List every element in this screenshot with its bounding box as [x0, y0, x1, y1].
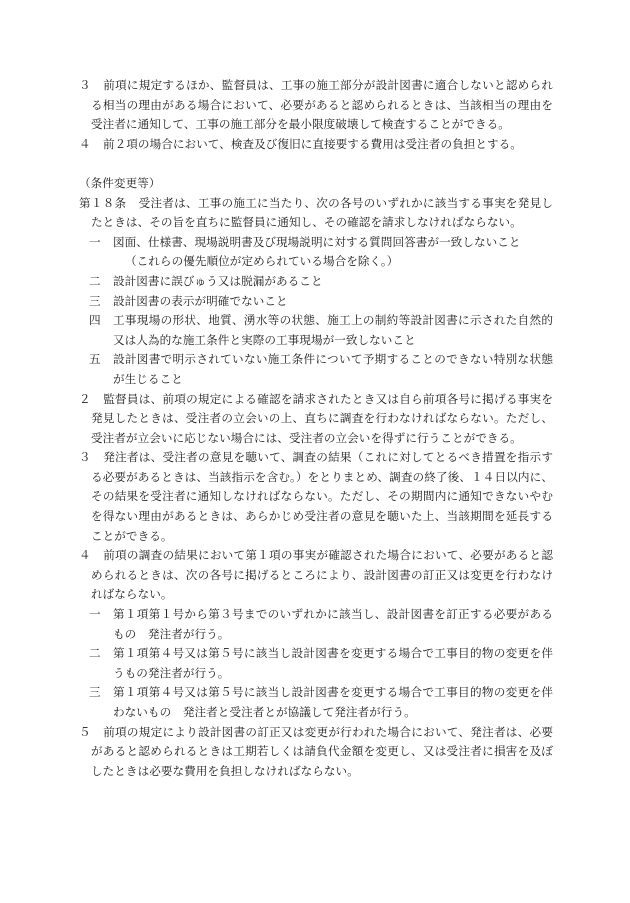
paragraph-number: ３ — [79, 78, 91, 92]
paragraph-text: 監督員は、前項の規定による確認を請求されたとき又は自ら前項各号に掲げる事実を発見したときは、受注者の立会いの上、直ちに調査を行わなければならない。ただし、受注者が立会いに応じない場合には、受注者の立会いを得ずに行うことができる。 — [91, 391, 553, 445]
item-number: 五 — [89, 352, 101, 367]
article-text: 受注者は、工事の施工に当たり、次の各号のいずれかに該当する事実を発見したときは、その旨を直ちに監督員に通知し、その確認を請求しなければならない。 — [91, 195, 553, 230]
item-1-note: （これらの優先順位が定められている場合を除く。） — [125, 254, 399, 269]
sub-item-1 — [79, 605, 553, 644]
item-number: 一 — [89, 234, 101, 249]
item-text: 図面、仕様書、現場説明書及び現場説明に対する質問回答書が一致しないこと — [113, 234, 521, 249]
article-18 — [79, 194, 553, 233]
paragraph-5 — [79, 723, 553, 782]
paragraph-text: 前項に規定するほか、監督員は、工事の施工部分が設計図書に適合しないと認められる相当の理由がある場合において、必要があると認められるときは、当該相当の理由を受注者に通知して、工事の施工部分を最小限度破壊して検査することができる。 — [91, 78, 553, 132]
item-text: 工事現場の形状、地質、湧水等の状態、施工上の制約等設計図書に示された自然的又は人為的な施工条件と実際の工事現場が一致しないこと — [113, 313, 553, 347]
item-number: 三 — [89, 685, 101, 700]
paragraph-3b — [79, 448, 553, 546]
paragraph-4 — [79, 135, 553, 155]
spacer — [79, 154, 553, 174]
paragraph-4b — [79, 546, 553, 605]
paragraph-number: ５ — [79, 724, 91, 739]
paragraph-2 — [79, 390, 553, 449]
paragraph-number: ４ — [79, 548, 91, 563]
item-2 — [79, 272, 553, 292]
item-text: 第１項第４号又は第５号に該当し設計図書を変更する場合で工事目的物の変更を伴うもの発注者が行う。 — [113, 646, 553, 680]
item-text: 設計図書で明示されていない施工条件について予期することのできない特別な状態が生じること — [113, 352, 553, 386]
paragraph-3 — [79, 76, 553, 135]
item-4 — [79, 311, 553, 350]
sub-item-2 — [79, 644, 553, 683]
section-heading: （条件変更等） — [79, 175, 161, 190]
item-text: 第１項第１号から第３号までのいずれかに該当し、設計図書を訂正する必要があるもの 発注者が行う。 — [113, 607, 553, 641]
article-number: 第１８条 — [79, 195, 127, 210]
paragraph-text: 発注者は、受注者の意見を聴いて、調査の結果（これに対してとるべき措置を指示する必要があるときは、当該指示を含む。）をとりまとめ、調査の終了後、１４日以内に、その結果を受注者に通知しなければならない。ただし、その期間内に通知できないやむを得ない理由があるときは、あらかじめ受注者の意見を聴いた上、当該期間を延長することができる。 — [91, 450, 553, 543]
item-text: 設計図書に誤びゅう又は脱漏があること — [113, 273, 323, 288]
item-number: 二 — [89, 273, 101, 288]
paragraph-text: 前項の規定により設計図書の訂正又は変更が行われた場合において、発注者は、必要があると認められるときは工期若しくは請負代金額を変更し、又は受注者に損害を及ぼしたときは必要な費用を負担しなければならない。 — [91, 724, 553, 778]
item-5 — [79, 350, 553, 389]
paragraph-text: 前項の調査の結果において第１項の事実が確認された場合において、必要があると認められるときは、次の各号に掲げるところにより、設計図書の訂正又は変更を行わなければならない。 — [91, 548, 553, 602]
item-number: 四 — [89, 313, 101, 328]
item-number: 三 — [89, 293, 101, 308]
document-body — [79, 76, 553, 781]
item-number: 二 — [89, 646, 101, 661]
item-text: 第１項第４号又は第５号に該当し設計図書を変更する場合で工事目的物の変更を伴わないもの 発注者と受注者とが協議して発注者が行う。 — [113, 685, 553, 719]
paragraph-number: ３ — [79, 450, 91, 465]
paragraph-number: ４ — [79, 136, 91, 151]
item-text: 設計図書の表示が明確でないこと — [113, 293, 288, 308]
item-3 — [79, 292, 553, 312]
paragraph-text: 前２項の場合において、検査及び復旧に直接要する費用は受注者の負担とする。 — [103, 136, 522, 151]
item-number: 一 — [89, 607, 101, 622]
item-1 — [79, 233, 553, 253]
paragraph-number: ２ — [79, 391, 91, 406]
sub-item-3 — [79, 683, 553, 722]
